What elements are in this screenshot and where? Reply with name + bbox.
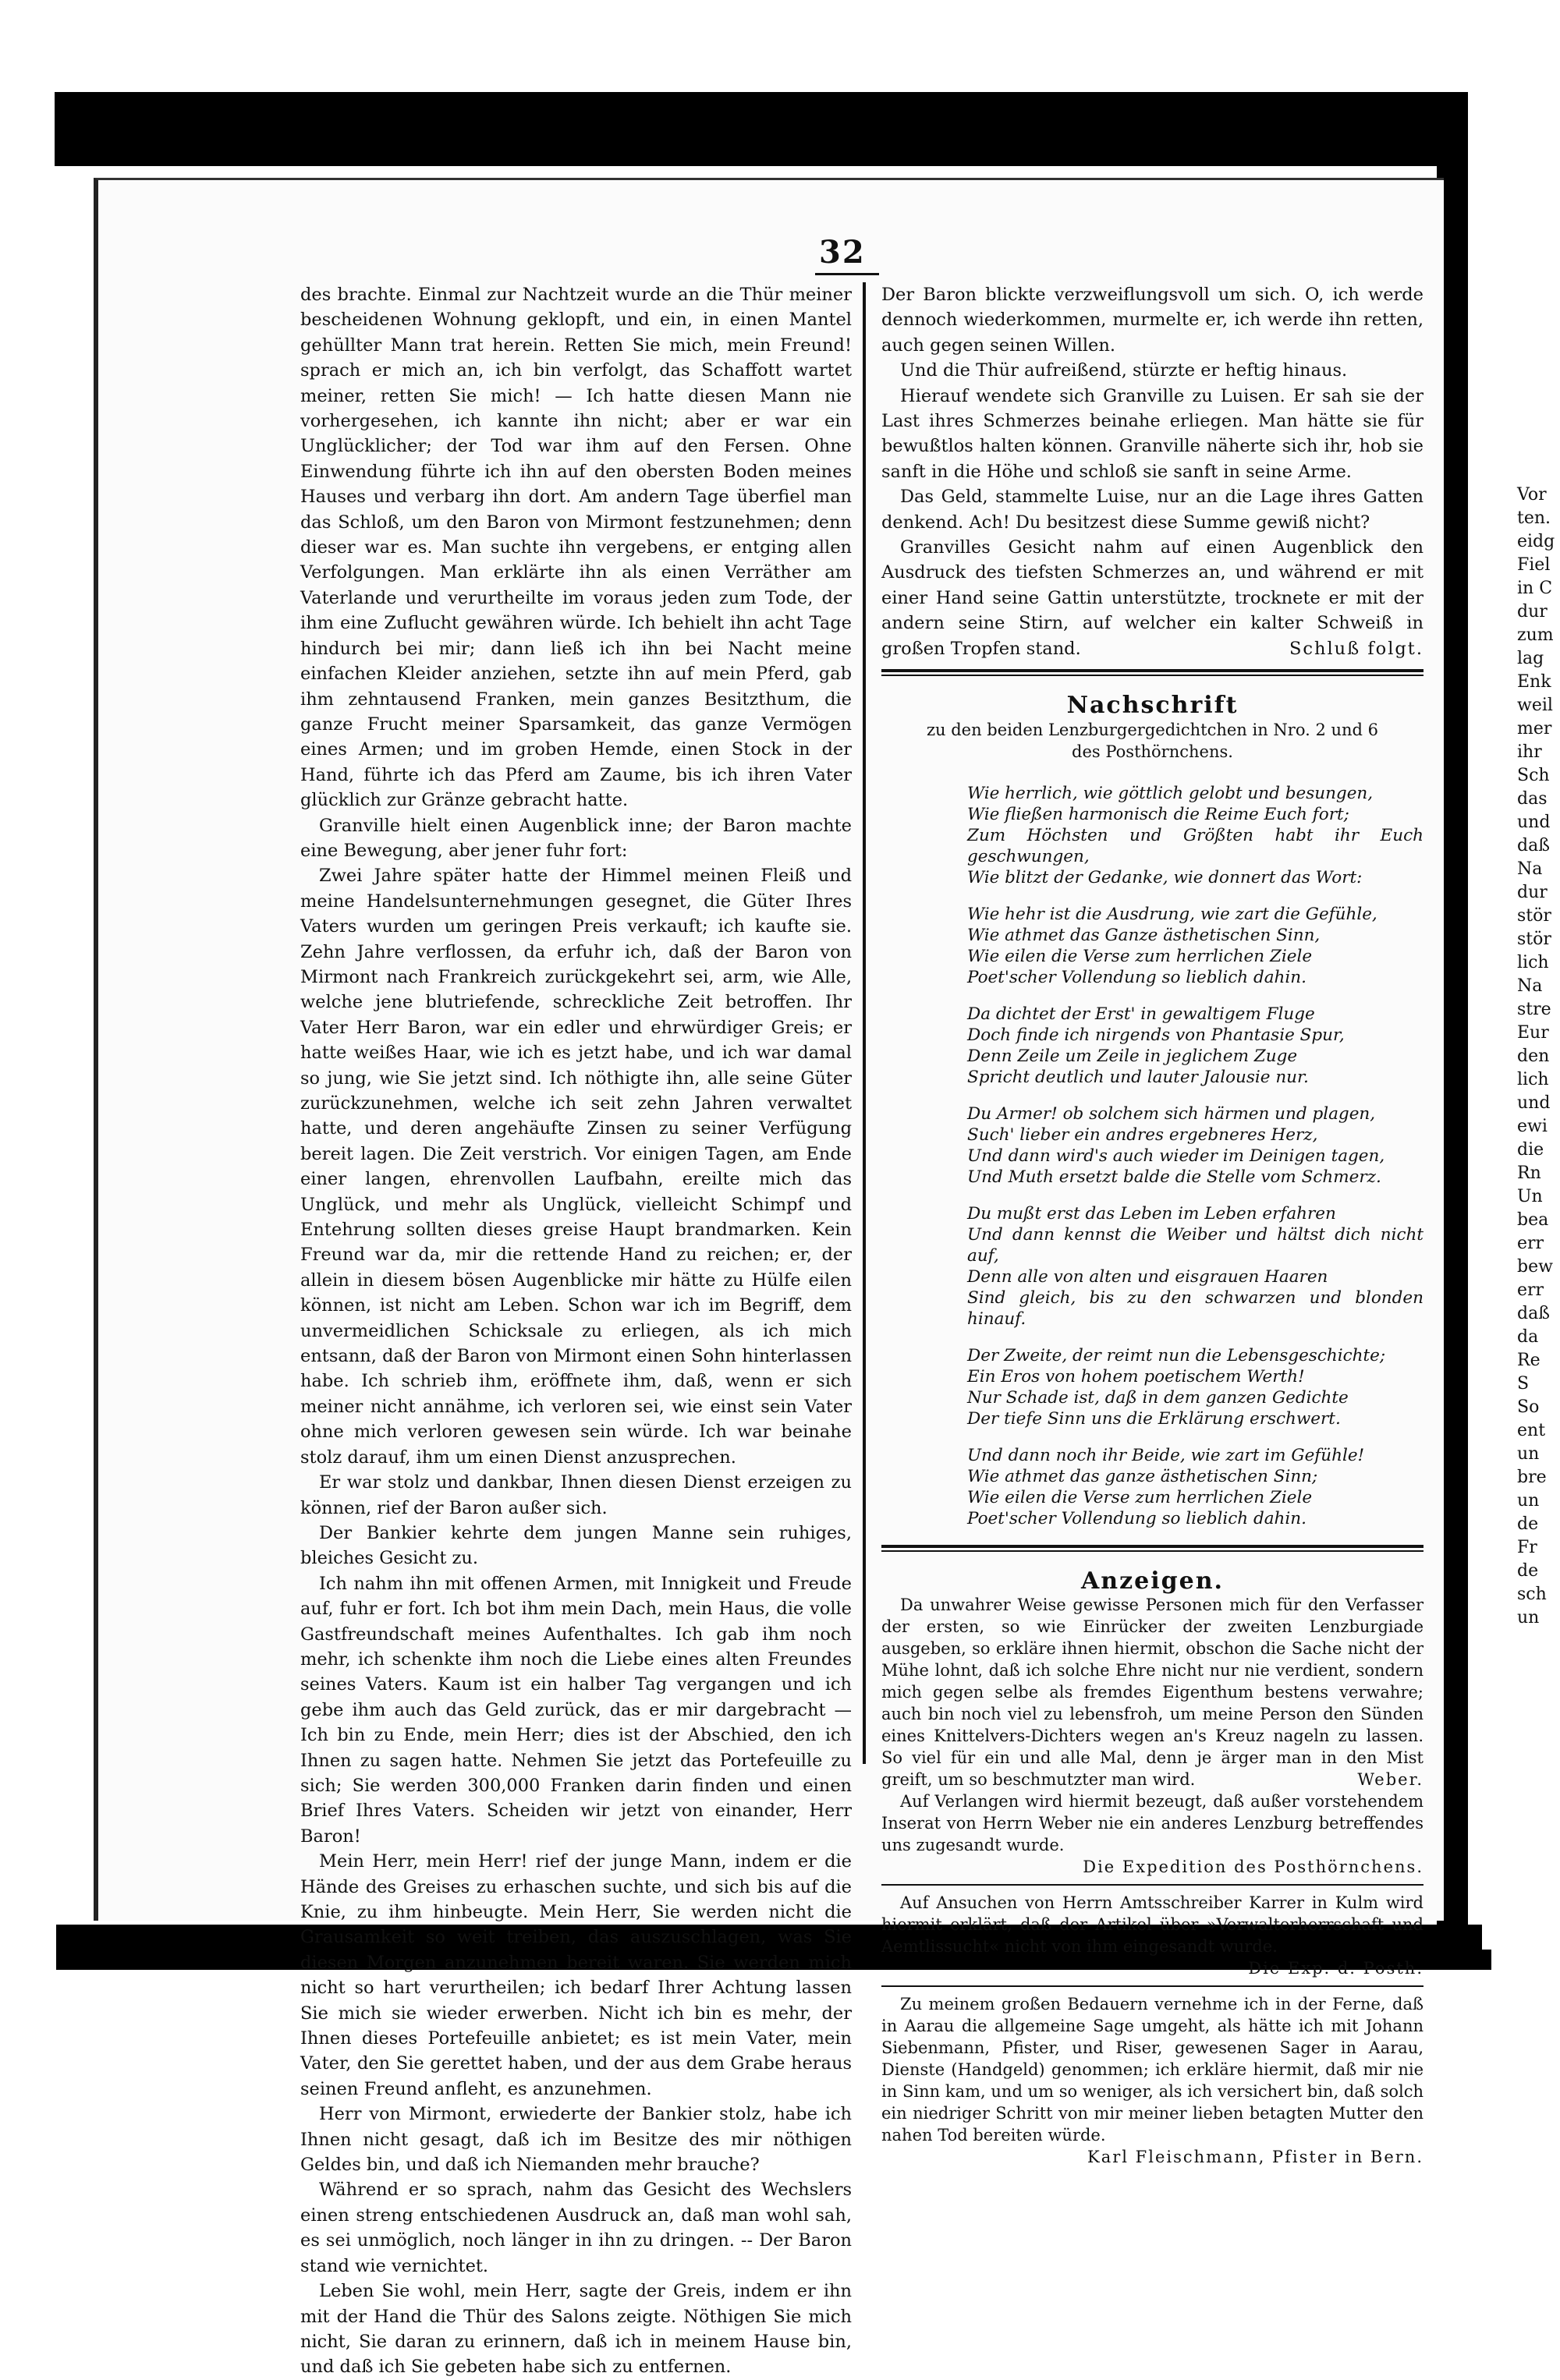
adjacent-fragment: bre bbox=[1517, 1468, 1547, 1487]
column-divider bbox=[863, 282, 866, 1764]
poem-stanza bbox=[967, 1445, 1424, 1529]
poem-line: Du Armer! ob solchem sich härmen und plagen, bbox=[967, 1103, 1376, 1124]
ad-divider bbox=[881, 1985, 1424, 1987]
right-column bbox=[881, 282, 1424, 2168]
poem-line: Der Zweite, der reimt nun die Lebensgeschichte; bbox=[967, 1345, 1386, 1365]
story-paragraph: Granville hielt einen Augenblick inne; der Baron machte eine Bewegung, aber jener fuhr fort: bbox=[300, 815, 852, 861]
poem-stanza bbox=[967, 904, 1424, 988]
adjacent-fragment: ihr bbox=[1517, 742, 1542, 762]
adjacent-fragment: zum bbox=[1517, 625, 1554, 645]
adjacent-fragment: S bbox=[1517, 1374, 1530, 1394]
story-paragraph: Der Bankier kehrte dem jungen Manne sein ruhiges, bleiches Gesicht zu. bbox=[300, 1522, 852, 1569]
poem-line: Denn Zeile um Zeile in jeglichem Zuge bbox=[967, 1046, 1298, 1066]
adjacent-fragment: die bbox=[1517, 1140, 1544, 1160]
poem-line: Und dann noch ihr Beide, wie zart im Gefühle! bbox=[967, 1445, 1365, 1465]
adjacent-fragment: Na bbox=[1517, 976, 1543, 996]
adjacent-fragment: de bbox=[1517, 1561, 1539, 1581]
adjacent-fragment: das bbox=[1517, 789, 1548, 809]
story-paragraph: Mein Herr, mein Herr! rief der junge Mann, indem er die Hände des Greises zu erhaschen suchte, und sich bis auf die Knie, zu ihm hinbeugte. Mein Herr, Sie werden nicht die Grausamkeit so weit treiben, das auszuschlagen, was Sie diesen Morgen anzunehmen bereit waren. Sie werden mich nicht so hart verurtheilen; ich bedarf Ihrer Achtung lassen Sie mich sie wieder erwerben. Nicht ich bin es mehr, der Ihnen dieses Portefeuille anbietet; es ist mein Vater, mein Vater, den Sie gerettet haben, und der aus dem Grabe heraus seinen Freund anfleht, es anzunehmen. bbox=[300, 1851, 852, 2099]
poem-stanza bbox=[967, 1345, 1424, 1429]
adjacent-fragment: und bbox=[1517, 813, 1551, 832]
poem-line: Poet'scher Vollendung so lieblich dahin. bbox=[967, 1508, 1306, 1528]
story-paragraph-text: Granvilles Gesicht nahm auf einen Augenblick den Ausdruck des tiefsten Schmerzes an, und während er mit einer Hand seine Gattin unterstützte, trocknete er mit der andern seine Stirn, auf welcher ein kalter Schweiß in großen Tropfen stand. bbox=[881, 537, 1424, 659]
postscript-subtitle-line1: zu den beiden Lenzburgergedichtchen in Nro. 2 und 6 bbox=[926, 720, 1379, 739]
adjacent-fragment: err bbox=[1517, 1234, 1544, 1253]
ad-notice bbox=[881, 1790, 1424, 1856]
poem-stanza bbox=[967, 1203, 1424, 1330]
postscript-subtitle-line2: des Posthörnchens. bbox=[1072, 742, 1233, 761]
adjacent-fragment: ten. bbox=[1517, 508, 1551, 528]
poem-line: Spricht deutlich und lauter Jalousie nur. bbox=[967, 1067, 1309, 1087]
poem-line: Wie herrlich, wie göttlich gelobt und besungen, bbox=[967, 783, 1374, 803]
adjacent-fragment: daß bbox=[1517, 1304, 1550, 1323]
adjacent-fragment: So bbox=[1517, 1397, 1540, 1417]
poem-line: Der tiefe Sinn uns die Erklärung erschwert. bbox=[967, 1408, 1341, 1429]
poem-line: Wie athmet das ganze ästhetischen Sinn; bbox=[967, 1466, 1318, 1486]
adjacent-fragment: stör bbox=[1517, 930, 1551, 949]
ad-notice bbox=[881, 1892, 1424, 1979]
poem-line: Poet'scher Vollendung so lieblich dahin. bbox=[967, 967, 1306, 987]
adjacent-fragment: lag bbox=[1517, 649, 1544, 668]
adjacent-fragment: dur bbox=[1517, 883, 1548, 902]
adjacent-fragment: Na bbox=[1517, 859, 1543, 879]
scan-border-top bbox=[55, 92, 1459, 166]
scan-margin-left bbox=[0, 0, 61, 2063]
story-paragraph: des brachte. Einmal zur Nachtzeit wurde an die Thür meiner bescheidenen Wohnung geklopft, und ein, in einen Mantel gehüllter Mann trat herein. Retten Sie mich, mein Freund! sprach er mich an, ich bin verfolgt, das Schaffott wartet meiner, retten Sie mich! — Ich hatte diesen Mann nie vorhergesehen, ich kannte ihn nicht; aber er war ein Unglücklicher; der Tod war ihm auf den Fersen. Ohne Einwendung führte ich ihn auf den obersten Boden meines Hauses und verbarg ihn dort. Am andern Tage überfiel man das Schloß, um den Baron von Mirmont festzunehmen; denn dieser war es. Man suchte ihn vergebens, er entging allen Verfolgungen. Man erklärte ihn als einen Verräther am Vaterlande und verurtheilte im voraus jeden zum Tode, der ihm eine Zuflucht gewähren würde. Ich behielt ihn acht Tage hindurch bei mir; dann ließ ich ihn bei Nacht meine einfachen Kleider anziehen, setzte ihn auf mein Pferd, gab ihm zehntausend Franken, mein ganzes Besitzthum, die ganze Frucht meiner Sparsamkeit, das ganze Vermögen eines Armen; und im groben Hemde, einen Stock in der Hand, führte ich das Pferd am Zaume, bis ich ihren Vater glücklich zur Gränze gebracht hatte. bbox=[300, 285, 852, 811]
story-paragraph: Das Geld, stammelte Luise, nur an die Lage ihres Gatten denkend. Ach! Du besitzest diese Summe gewiß nicht? bbox=[881, 487, 1424, 533]
poem-line: Sind gleich, bis zu den schwarzen und blonden hinauf. bbox=[967, 1287, 1424, 1329]
story-paragraph: Herr von Mirmont, erwiederte der Bankier stolz, habe ich Ihnen nicht gesagt, daß ich im Besitze des mir nöthigen Geldes bin, und daß ich Niemanden mehr brauche? bbox=[300, 2104, 852, 2176]
adjacent-fragment: bea bbox=[1517, 1210, 1549, 1230]
poem-line: Denn alle von alten und eisgrauen Haaren bbox=[967, 1266, 1328, 1287]
poem-line: Nur Schade ist, daß in dem ganzen Gedichte bbox=[967, 1387, 1349, 1408]
poem bbox=[967, 783, 1424, 1529]
adjacent-fragment: dur bbox=[1517, 602, 1548, 622]
adjacent-fragment: ent bbox=[1517, 1421, 1546, 1440]
story-paragraph: Zwei Jahre später hatte der Himmel meinen Fleiß und meine Handelsunternehmungen gesegnet, die Güter Ihres Vaters wurden um geringen Preis verkauft; ich kaufte sie. Zehn Jahre verflossen, da erfuhr ich, daß der Baron von Mirmont nach Frankreich zurückgekehrt sei, arm, wie Alle, welche jene blutriefende, schreckliche Zeit betroffen. Ihr Vater Herr Baron, war ein edler und ehrwürdiger Greis; er hatte weißes Haar, wie ich es jetzt habe, und ich war damal so jung, wie Sie jetzt sind. Ich nöthigte ihn, alle seine Güter zurückzunehmen, welche ich seit zehn Jahren verwaltet hatte, und deren angehäufte Zinsen zu seiner Verfügung bereit lagen. Die Zeit verstrich. Vor einigen Tagen, am Ende einer langen, ehrenvollen Laufbahn, ereilte mich das Unglück, und mehr als Unglück, vielleicht Schimpf und Entehrung sollten dieses greise Haupt brandmarken. Kein Freund war da, mir die rettende Hand zu reichen; er, der allein in diesem bösen Augenblicke mir hätte zu Hülfe eilen können, ist nicht am Leben. Schon war ich im Begriff, dem unvermeidlichen Schicksale zu erliegen, als ich mich entsann, daß der Baron von Mirmont einen Sohn hinterlassen habe. Ich schrieb ihm, eröffnete ihm, daß, wenn er sich meiner nicht annähme, ich verloren sei, wie einst sein Vater ohne mich verloren gewesen sein würde. Ich war beinahe stolz darauf, ihm um einen Dienst anzusprechen. bbox=[300, 866, 852, 1468]
ad-text: Zu meinem großen Bedauern vernehme ich in der Ferne, daß in Aarau die allgemeine Sage umgeht, als hätte ich mit Johann Siebenmann, Pfister, und Riser, gewesenen Sager in Aarau, Dienste (Handgeld) genommen; ich erkläre hiermit, daß mir nie in Sinn kam, und um so weniger, als ich versichert bin, daß solch ein niedriger Schritt von mir meiner lieben betagten Mutter den nahen Tod bereiten würde. bbox=[881, 1994, 1424, 2144]
poem-stanza bbox=[967, 1103, 1424, 1188]
adjacent-fragment: lich bbox=[1517, 953, 1549, 972]
adjacent-fragment: Un bbox=[1517, 1187, 1543, 1206]
poem-line: Wie eilen die Verse zum herrlichen Ziele bbox=[967, 1487, 1313, 1507]
adjacent-fragment: ewi bbox=[1517, 1117, 1548, 1136]
adjacent-fragment: Enk bbox=[1517, 672, 1551, 692]
section-divider bbox=[881, 669, 1424, 676]
story-paragraph: Er war stolz und dankbar, Ihnen diesen Dienst erzeigen zu können, rief der Baron außer sich. bbox=[300, 1472, 852, 1518]
adjacent-fragment: stör bbox=[1517, 906, 1551, 926]
poem-line: Du mußt erst das Leben im Leben erfahren bbox=[967, 1203, 1336, 1224]
poem-line: Wie athmet das Ganze ästhetischen Sinn, bbox=[967, 925, 1321, 945]
adjacent-fragment: den bbox=[1517, 1047, 1550, 1066]
ad-signature: Die Expedition des Posthörnchens. bbox=[1083, 1857, 1424, 1876]
poem-line: Wie hehr ist die Ausdrung, wie zart die Gefühle, bbox=[967, 904, 1377, 924]
adjacent-fragment: Sch bbox=[1517, 766, 1550, 785]
poem-line: Und dann kennst die Weiber und hältst dich nicht auf, bbox=[967, 1224, 1424, 1266]
story-paragraph-last bbox=[881, 535, 1424, 661]
poem-stanza bbox=[967, 1004, 1424, 1088]
ad-notice bbox=[881, 1594, 1424, 1790]
adjacent-fragment: bew bbox=[1517, 1257, 1553, 1277]
poem-line: Wie blitzt der Gedanke, wie donnert das Wort: bbox=[967, 867, 1363, 887]
adjacent-fragment: in C bbox=[1517, 579, 1553, 598]
adjacent-fragment: weil bbox=[1517, 696, 1553, 715]
adjacent-fragment: sch bbox=[1517, 1585, 1547, 1604]
ad-divider bbox=[881, 1884, 1424, 1886]
adjacent-fragment: Re bbox=[1517, 1351, 1540, 1370]
page-number-rule bbox=[815, 273, 879, 275]
adjacent-fragment: eidg bbox=[1517, 532, 1555, 551]
adjacent-fragment: da bbox=[1517, 1327, 1539, 1347]
poem-line: Such' lieber ein andres ergebneres Herz, bbox=[967, 1124, 1318, 1145]
adjacent-fragment: Fiel bbox=[1517, 555, 1551, 575]
ad-signature: Karl Fleischmann, Pfister in Bern. bbox=[1087, 2147, 1424, 2166]
ad-text: Da unwahrer Weise gewisse Personen mich für den Verfasser der ersten, so wie Einrücker der zweiten Lenzburgiade ausgeben, so erkläre ihnen hiermit, obschon die Sache nicht der Mühe lohnt, daß ich solche Ehre nicht nur nie verdient, sondern mich gegen selbe als fremdes Eigenthum bestens verwahre; auch bin noch viel zu lebensfroh, um meine Person den Sünden eines Knittelvers-Dichters wegen an's Kreuz nageln zu lassen. So viel für ein und alle Mal, denn je ärger man in den Mist greift, um so beschmutzter man wird. bbox=[881, 1595, 1424, 1789]
poem-line: Und dann wird's auch wieder im Deinigen tagen, bbox=[967, 1146, 1385, 1166]
ad-text: Auf Ansuchen von Herrn Amtsschreiber Karrer in Kulm wird hiermit erklärt, daß der Artikel über »Verwalterherrschaft und Aemtlissucht« nicht von ihm eingesandt wurde. bbox=[881, 1893, 1424, 1956]
poem-stanza bbox=[967, 783, 1424, 888]
story-paragraph: Hierauf wendete sich Granville zu Luisen. Er sah sie der Last ihres Schmerzes beinahe erliegen. Man hätte sie für bewußtlos halten können. Granville näherte sich ihr, hob sie sanft in die Höhe und schloß sie sanft in seine Arme. bbox=[881, 385, 1424, 482]
adjacent-fragment: mer bbox=[1517, 719, 1552, 738]
poem-line: Zum Höchsten und Größten habt ihr Euch geschwungen, bbox=[967, 825, 1424, 866]
poem-line: Wie eilen die Verse zum herrlichen Ziele bbox=[967, 946, 1313, 966]
adjacent-fragment: un bbox=[1517, 1608, 1540, 1627]
ad-signature: Weber. bbox=[1357, 1769, 1424, 1789]
adjacent-fragment: Rn bbox=[1517, 1163, 1541, 1183]
adjacent-fragment: un bbox=[1517, 1444, 1540, 1464]
story-paragraph: Und die Thür aufreißend, stürzte er heftig hinaus. bbox=[900, 360, 1348, 381]
adjacent-fragment: un bbox=[1517, 1491, 1540, 1511]
story-paragraph: Leben Sie wohl, mein Herr, sagte der Greis, indem er ihn mit der Hand die Thür des Salons zeigte. Nöthigen Sie mich nicht, Sie daran zu erinnern, daß ich in meinem Hause bin, und daß ich Sie gebeten habe sich zu entfernen. bbox=[300, 2281, 852, 2378]
postscript-title: Nachschrift bbox=[1066, 692, 1239, 720]
adjacent-fragment: err bbox=[1517, 1280, 1544, 1300]
page-number: 32 bbox=[819, 234, 866, 271]
adjacent-fragment: stre bbox=[1517, 1000, 1551, 1019]
ad-text: Auf Verlangen wird hiermit bezeugt, daß außer vorstehendem Inserat von Herrn Weber nie ein anderes Lenzburg betreffendes uns zugesandt wurde. bbox=[881, 1791, 1424, 1854]
adjacent-fragment: Vor bbox=[1517, 485, 1547, 505]
story-paragraph: Der Baron blickte verzweiflungsvoll um sich. O, ich werde dennoch wiederkommen, murmelte er, ich werde ihn retten, auch gegen seinen Willen. bbox=[881, 285, 1424, 356]
poem-line: Ein Eros von hohem poetischem Werth! bbox=[967, 1366, 1305, 1387]
story-paragraph: Ich nahm ihn mit offenen Armen, mit Innigkeit und Freude auf, fuhr er fort. Ich bot ihm mein Dach, mein Haus, die volle Gastfreundschaft meines Aufenthaltes. Ich gab ihm noch mehr, ich schenkte ihm noch die Liebe eines alten Freundes seines Vaters. Kaum ist ein halber Tag vergangen und ich gebe ihm auch das Geld zurück, das er mir dargebracht — Ich bin zu Ende, mein Herr; dies ist der Abschied, den ich Ihnen zu sagen hatte. Nehmen Sie jetzt das Portefeuille zu sich; Sie werden 300,000 Franken darin finden und einen Brief Ihres Vaters. Scheiden wir jetzt von einander, Herr Baron! bbox=[300, 1573, 852, 1847]
story-paragraph: Während er so sprach, nahm das Gesicht des Wechslers einen streng entschiedenen Ausdruck an, daß man wohl sah, es sei unmöglich, noch länger in ihn zu dringen. -- Der Baron stand wie vernichtet. bbox=[300, 2180, 852, 2276]
poem-line: Und Muth ersetzt balde die Stelle vom Schmerz. bbox=[967, 1167, 1381, 1187]
adjacent-fragment: Eur bbox=[1517, 1023, 1549, 1043]
ad-notice bbox=[881, 1993, 1424, 2146]
poem-line: Wie fließen harmonisch die Reime Euch fort; bbox=[967, 804, 1349, 824]
adjacent-fragment: de bbox=[1517, 1514, 1539, 1534]
section-divider bbox=[881, 1545, 1424, 1552]
ads-title: Anzeigen. bbox=[1081, 1567, 1224, 1595]
adjacent-fragment: Fr bbox=[1517, 1538, 1537, 1557]
adjacent-fragment: lich bbox=[1517, 1070, 1549, 1089]
left-column bbox=[300, 282, 852, 2380]
ad-signature: Die Exp. d. Posth. bbox=[1248, 1958, 1424, 1978]
adjacent-page-text bbox=[1517, 483, 1555, 1630]
poem-line: Doch finde ich nirgends von Phantasie Spur, bbox=[967, 1025, 1345, 1045]
story-continuation-note: Schluß folgt. bbox=[1289, 638, 1424, 659]
adjacent-fragment: daß bbox=[1517, 836, 1550, 855]
poem-line: Da dichtet der Erst' in gewaltigem Fluge bbox=[967, 1004, 1315, 1024]
adjacent-fragment: und bbox=[1517, 1093, 1551, 1113]
